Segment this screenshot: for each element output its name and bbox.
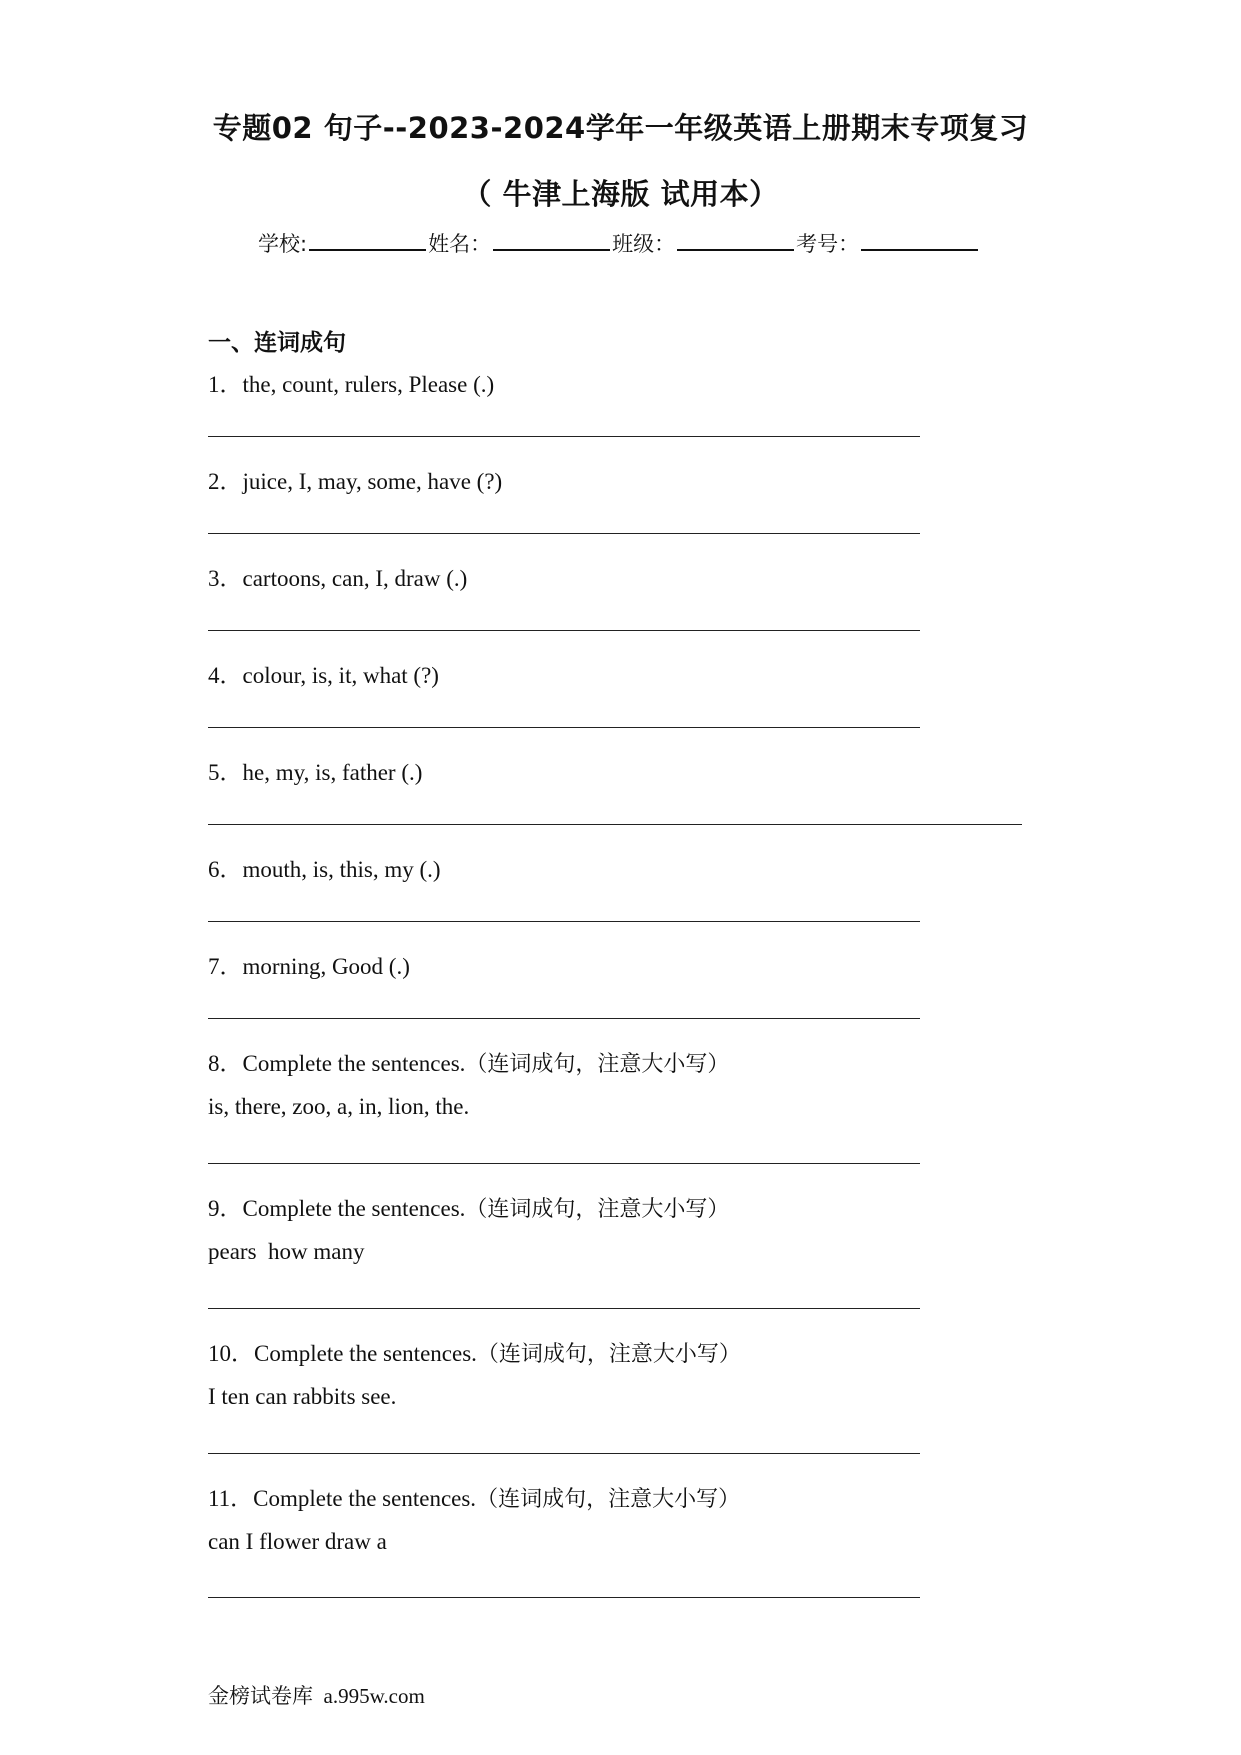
- question-9: [208, 1190, 729, 1223]
- footer-url[interactable]: a.995w.com: [323, 1684, 425, 1708]
- answer-line-7[interactable]: [208, 1018, 920, 1019]
- question-text: morning, Good (.): [242, 954, 410, 979]
- answer-line-3[interactable]: [208, 630, 920, 631]
- question-5: [208, 754, 422, 787]
- question-note: （连词成句，注意大小写）: [476, 1487, 741, 1512]
- question-11: [208, 1480, 740, 1513]
- question-7: [208, 948, 410, 981]
- question-number: 2．: [208, 469, 243, 494]
- question-text: colour, is, it, what (?): [242, 663, 439, 688]
- question-text: mouth, is, this, my (.): [242, 857, 441, 882]
- question-2: [208, 463, 502, 496]
- question-number: 3．: [208, 566, 243, 591]
- school-blank[interactable]: [309, 229, 426, 251]
- question-text: he, my, is, father (.): [242, 760, 423, 785]
- question-text: Complete the sentences.: [242, 1051, 466, 1076]
- question-8-words: is, there, zoo, a, in, lion, the.: [208, 1094, 470, 1119]
- answer-line-9[interactable]: [208, 1308, 920, 1309]
- question-text: juice, I, may, some, have (?): [242, 469, 503, 494]
- question-1: [208, 366, 494, 399]
- question-number: 1．: [208, 372, 243, 397]
- question-number: 6．: [208, 857, 243, 882]
- question-10: [208, 1335, 741, 1368]
- question-text: the, count, rulers, Please (.): [242, 372, 495, 397]
- question-number: 7．: [208, 954, 243, 979]
- answer-line-4[interactable]: [208, 727, 920, 728]
- section-title: 一、连词成句: [208, 330, 346, 356]
- name-label: 姓名：: [428, 232, 492, 256]
- question-text: Complete the sentences.: [253, 1486, 477, 1511]
- question-text: Complete the sentences.: [254, 1341, 477, 1366]
- footer: [208, 1680, 425, 1710]
- question-text: cartoons, can, I, draw (.): [242, 566, 468, 591]
- question-text: Complete the sentences.: [242, 1196, 466, 1221]
- answer-line-2[interactable]: [208, 533, 920, 534]
- answer-line-1[interactable]: [208, 436, 920, 437]
- question-note: （连词成句，注意大小写）: [465, 1052, 730, 1077]
- question-number: 11．: [208, 1486, 254, 1511]
- question-11-words: can I flower draw a: [208, 1529, 387, 1554]
- answer-line-5[interactable]: [208, 824, 1022, 825]
- question-8: [208, 1045, 729, 1078]
- answer-line-8[interactable]: [208, 1163, 920, 1164]
- question-number: 10．: [208, 1341, 254, 1366]
- question-4: [208, 657, 439, 690]
- question-3: [208, 560, 467, 593]
- question-6: [208, 851, 441, 884]
- question-note: （连词成句，注意大小写）: [465, 1197, 730, 1222]
- name-blank[interactable]: [493, 229, 610, 251]
- question-number: 8．: [208, 1051, 243, 1076]
- question-note: （连词成句，注意大小写）: [476, 1342, 741, 1367]
- page-title: 专题02 句子--2023-2024学年一年级英语上册期末专项复习: [212, 111, 1029, 145]
- question-10-words: I ten can rabbits see.: [208, 1384, 397, 1409]
- footer-site-name: 金榜试卷库: [208, 1684, 313, 1708]
- school-label: 学校:: [258, 232, 308, 256]
- exam-number-label: 考号：: [796, 232, 860, 256]
- exam-number-blank[interactable]: [861, 229, 978, 251]
- page-subtitle: （ 牛津上海版 试用本）: [462, 177, 779, 211]
- question-number: 9．: [208, 1196, 243, 1221]
- answer-line-11[interactable]: [208, 1597, 920, 1598]
- student-info-row: [258, 228, 980, 258]
- class-blank[interactable]: [677, 229, 794, 251]
- question-number: 5．: [208, 760, 243, 785]
- question-number: 4．: [208, 663, 243, 688]
- question-9-words: pears how many: [208, 1239, 365, 1264]
- class-label: 班级：: [612, 232, 676, 256]
- answer-line-10[interactable]: [208, 1453, 920, 1454]
- answer-line-6[interactable]: [208, 921, 920, 922]
